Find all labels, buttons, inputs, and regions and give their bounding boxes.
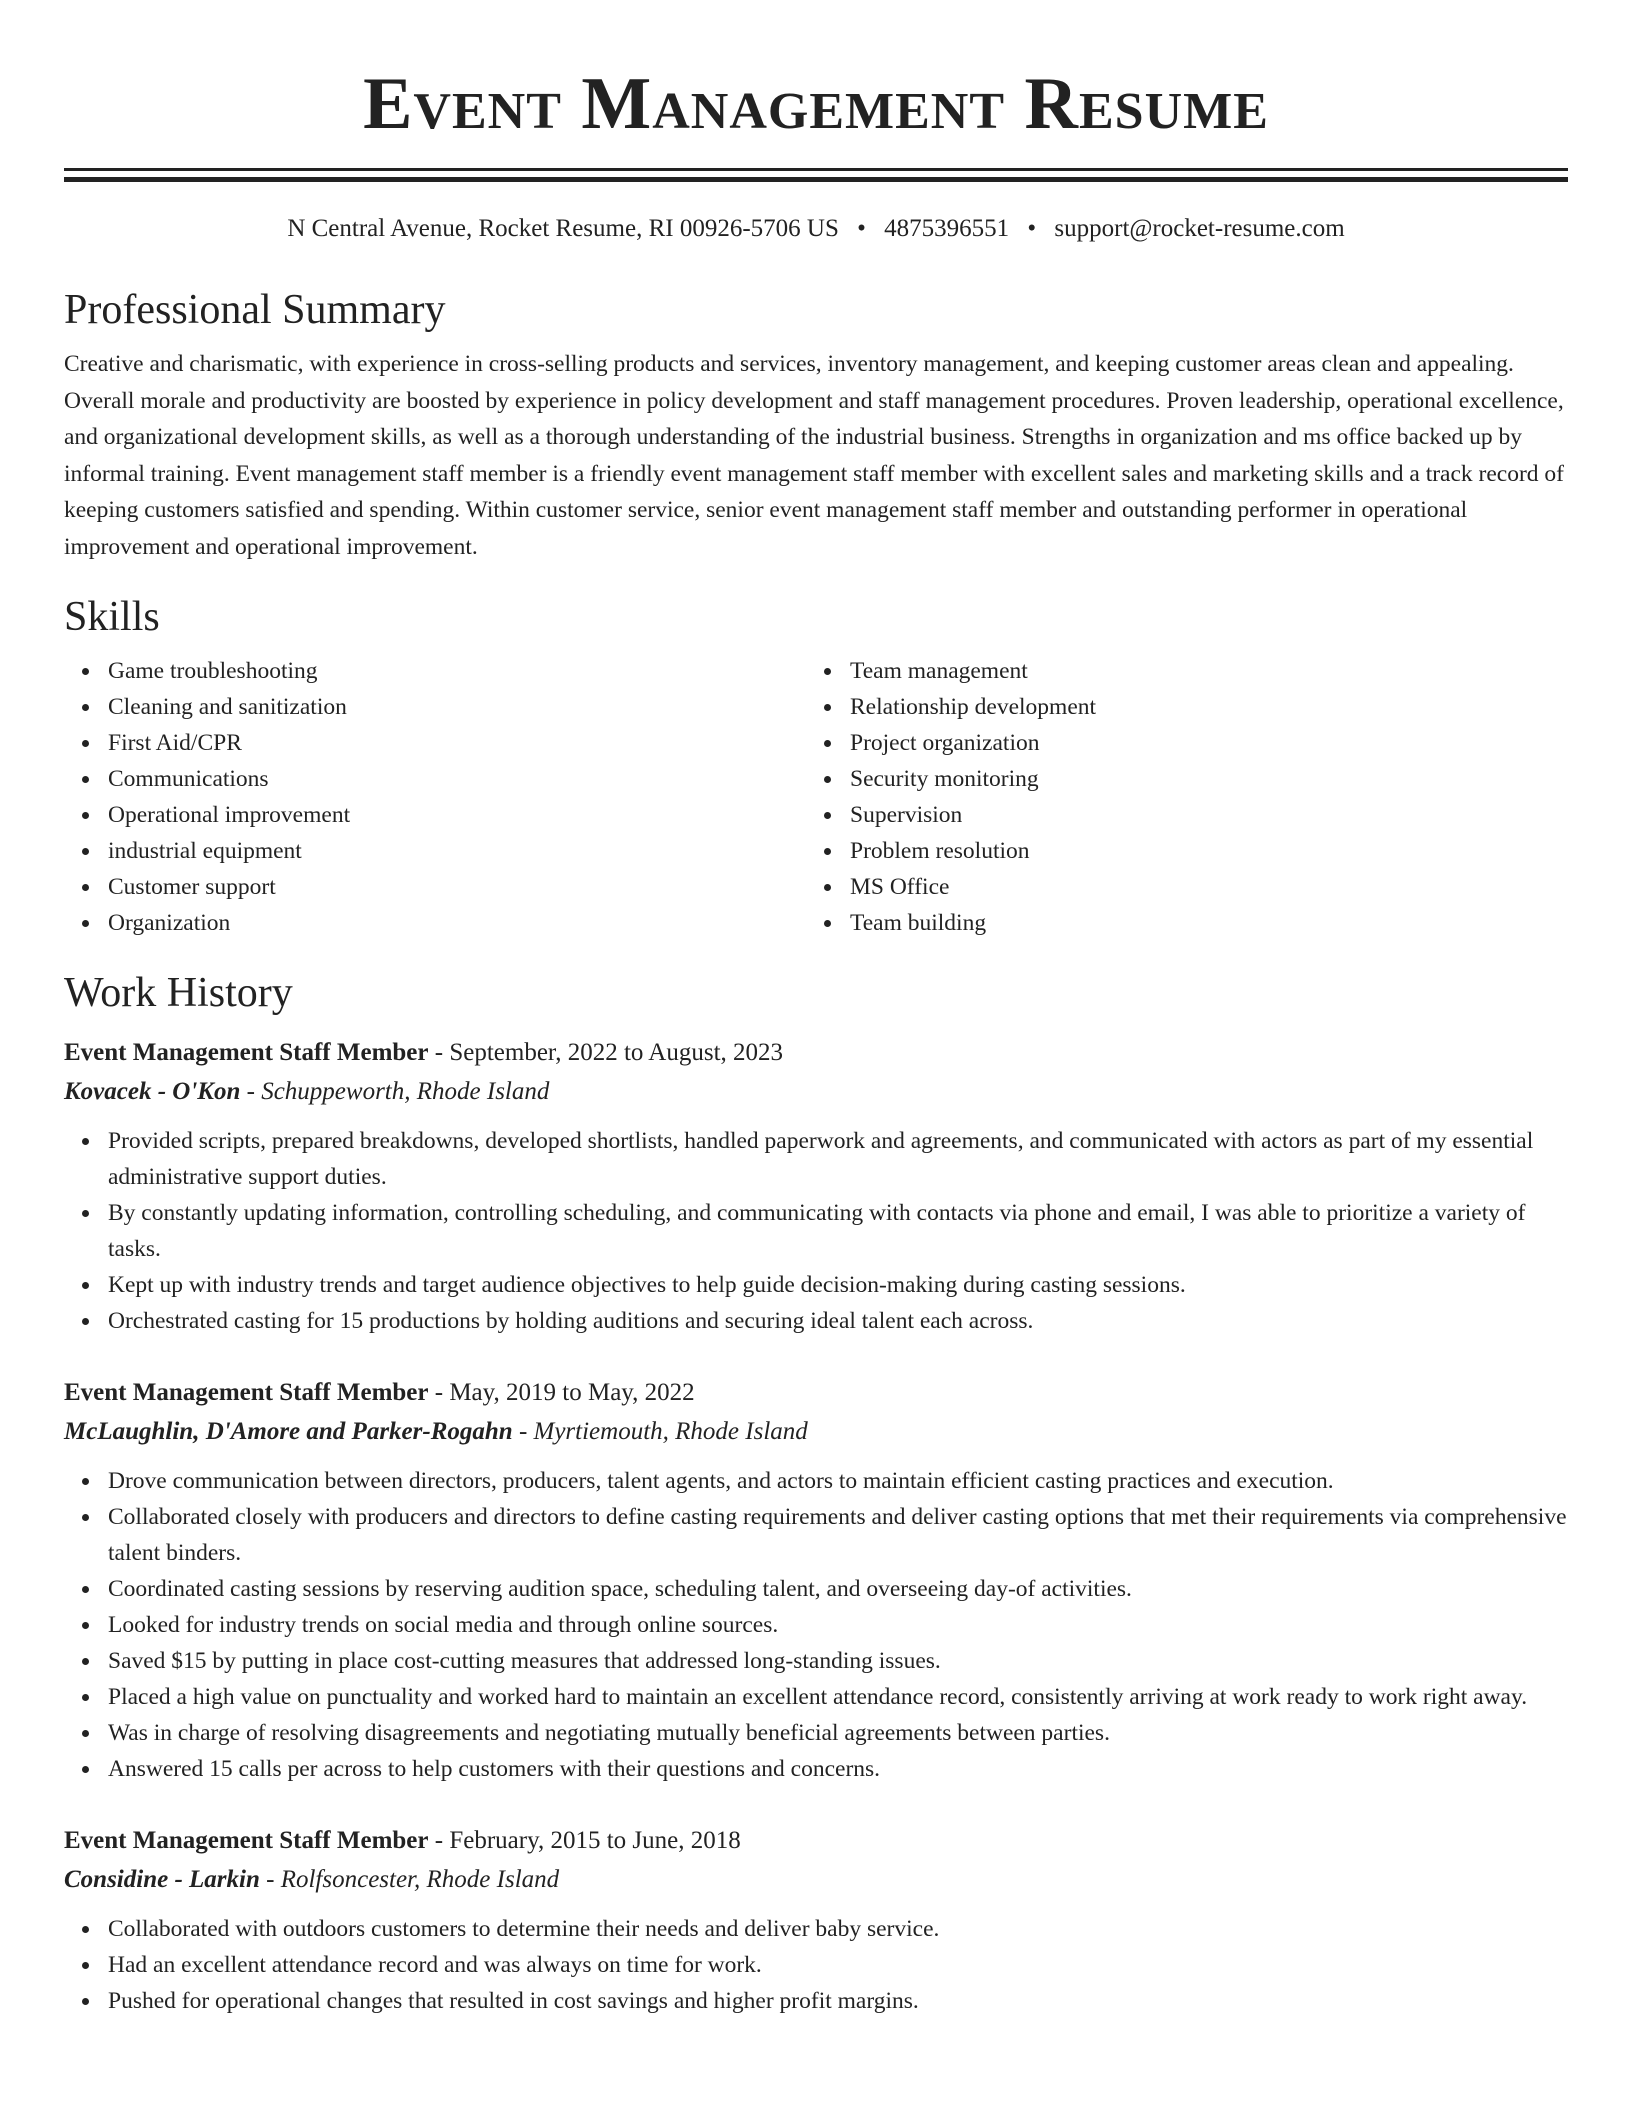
skill-item: industrial equipment: [108, 833, 806, 869]
job-title: Event Management Staff Member: [64, 1039, 429, 1066]
job-bullet: Pushed for operational changes that resulted in cost savings and higher profit margins.: [108, 1983, 1568, 2019]
job-bullet: Answered 15 calls per across to help customers with their questions and concerns.: [108, 1751, 1568, 1787]
skill-item: Game troubleshooting: [108, 653, 806, 689]
job-bullets: [64, 1123, 1568, 1339]
dash-separator: -: [428, 1039, 450, 1066]
job-dates: May, 2019 to May, 2022: [449, 1379, 695, 1406]
contact-line: [64, 212, 1568, 246]
job-bullets: [64, 1911, 1568, 2019]
skill-item: Relationship development: [850, 689, 1548, 725]
dash-separator: -: [428, 1827, 450, 1854]
company-name: Kovacek - O'Kon: [64, 1078, 241, 1105]
job-bullet: Placed a high value on punctuality and worked hard to maintain an excellent attendance record, consistently arriving at work ready to work right away.: [108, 1679, 1568, 1715]
job-dates: February, 2015 to June, 2018: [449, 1827, 741, 1854]
contact-email: support@rocket-resume.com: [1054, 215, 1345, 242]
dash-separator: -: [259, 1866, 281, 1893]
job-entry: [64, 1033, 1568, 1339]
skill-item: MS Office: [850, 869, 1548, 905]
job-bullet: Collaborated closely with producers and directors to define casting requirements and deliver casting options that met their requirements via comprehensive talent binders.: [108, 1499, 1568, 1571]
company-name: McLaughlin, D'Amore and Parker-Rogahn: [64, 1418, 513, 1445]
contact-phone: 4875396551: [884, 215, 1010, 242]
company-name: Considine - Larkin: [64, 1866, 260, 1893]
skills-list: [64, 653, 1568, 941]
job-bullet: Provided scripts, prepared breakdowns, developed shortlists, handled paperwork and agreements, and communicated with actors as part of my essential administrative support duties.: [108, 1123, 1568, 1195]
skills-heading: Skills: [64, 594, 160, 640]
company-location: Schuppeworth, Rhode Island: [261, 1078, 550, 1105]
job-header: [64, 1821, 1568, 1861]
skill-item: First Aid/CPR: [108, 725, 806, 761]
company-location: Myrtiemouth, Rhode Island: [533, 1418, 808, 1445]
skill-item: Team management: [850, 653, 1548, 689]
skill-item: Problem resolution: [850, 833, 1548, 869]
contact-separator: •: [1027, 215, 1037, 242]
resume-title: Event Management Resume: [363, 63, 1269, 145]
work-history-heading: Work History: [64, 970, 293, 1016]
title-divider: [64, 168, 1568, 171]
job-title: Event Management Staff Member: [64, 1379, 429, 1406]
skills-column-right: [806, 653, 1548, 941]
job-bullet: Had an excellent attendance record and was always on time for work.: [108, 1947, 1568, 1983]
company-line: [64, 1861, 1568, 1899]
job-bullet: Looked for industry trends on social media and through online sources.: [108, 1607, 1568, 1643]
job-bullets: [64, 1463, 1568, 1787]
contact-separator: •: [857, 215, 866, 242]
skill-item: Operational improvement: [108, 797, 806, 833]
job-bullet: By constantly updating information, controlling scheduling, and communicating with contacts via phone and email, I was able to prioritize a variety of tasks.: [108, 1195, 1568, 1267]
job-bullet: Coordinated casting sessions by reserving audition space, scheduling talent, and overseeing day-of activities.: [108, 1571, 1568, 1607]
skill-item: Team building: [850, 905, 1548, 941]
company-location: Rolfsoncester, Rhode Island: [280, 1866, 560, 1893]
job-entry: [64, 1821, 1568, 2019]
skill-item: Communications: [108, 761, 806, 797]
summary-text: Creative and charismatic, with experience in cross-selling products and services, inventory management, and keeping customer areas clean and appealing. Overall morale and productivity are boosted by experience in policy development and staff management procedures. Proven leadership, operational excellence, and organizational development skills, as well as a thorough understanding of the industrial business. Strengths in organization and ms office backed up by informal training. Event management staff member is a friendly event management staff member with excellent sales and marketing skills and a track record of keeping customers satisfied and spending. Within customer service, senior event management staff member and outstanding performer in operational improvement and operational improvement.: [64, 351, 1564, 560]
job-bullet: Kept up with industry trends and target audience objectives to help guide decision-making during casting sessions.: [108, 1267, 1568, 1303]
skill-item: Customer support: [108, 869, 806, 905]
resume-page: [64, 0, 1568, 2019]
title-divider-thick: [64, 177, 1568, 182]
job-header: [64, 1033, 1568, 1073]
skill-item: Organization: [108, 905, 806, 941]
skill-item: Supervision: [850, 797, 1548, 833]
job-title: Event Management Staff Member: [64, 1827, 429, 1854]
job-bullet: Collaborated with outdoors customers to determine their needs and deliver baby service.: [108, 1911, 1568, 1947]
company-line: [64, 1413, 1568, 1451]
dash-separator: -: [240, 1078, 262, 1105]
job-bullet: Drove communication between directors, producers, talent agents, and actors to maintain efficient casting practices and execution.: [108, 1463, 1568, 1499]
skills-column-left: [64, 653, 806, 941]
skill-item: Cleaning and sanitization: [108, 689, 806, 725]
job-bullet: Saved $15 by putting in place cost-cutting measures that addressed long-standing issues.: [108, 1643, 1568, 1679]
job-bullet: Was in charge of resolving disagreements and negotiating mutually beneficial agreements between parties.: [108, 1715, 1568, 1751]
dash-separator: -: [428, 1379, 450, 1406]
company-line: [64, 1073, 1568, 1111]
summary-heading: Professional Summary: [64, 287, 446, 333]
skill-item: Project organization: [850, 725, 1548, 761]
dash-separator: -: [512, 1418, 534, 1445]
job-header: [64, 1373, 1568, 1413]
job-bullet: Orchestrated casting for 15 productions by holding auditions and securing ideal talent each across.: [108, 1303, 1568, 1339]
job-dates: September, 2022 to August, 2023: [449, 1039, 784, 1066]
skill-item: Security monitoring: [850, 761, 1548, 797]
job-entry: [64, 1373, 1568, 1787]
contact-address: N Central Avenue, Rocket Resume, RI 00926-5706 US: [287, 215, 839, 242]
